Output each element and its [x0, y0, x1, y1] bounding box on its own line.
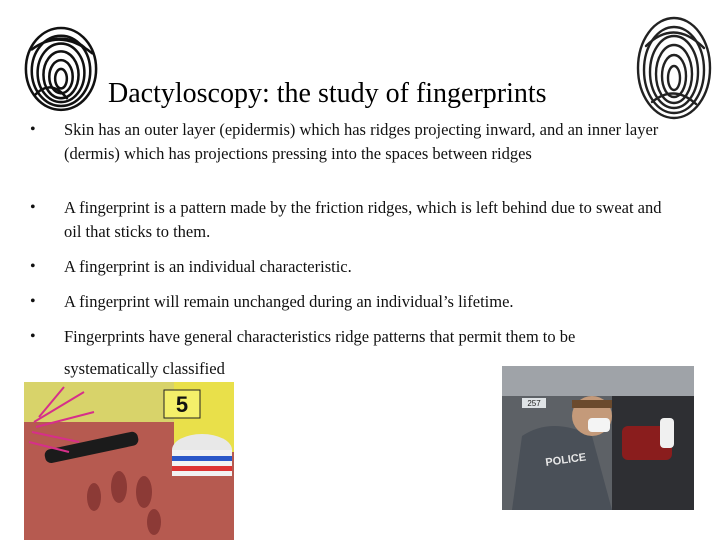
bullet-dot: •: [30, 258, 36, 275]
bullet-dot: •: [30, 328, 36, 345]
bullet-text: A fingerprint is a pattern made by the friction ridges, which is left behind due to sweat and oil that sticks to them.: [64, 198, 662, 241]
bullet-dot: •: [30, 293, 36, 310]
bullet-dot: •: [30, 121, 36, 138]
bullet-text: Skin has an outer layer (epidermis) which has ridges projecting inward, and an inner layer (dermis) which has projections pressing into the spaces between ridges: [64, 120, 659, 163]
evidence-marker-number: 5: [175, 392, 189, 417]
evidence-photo: [24, 382, 234, 540]
plate-fragment-text: 257: [527, 399, 541, 408]
fingerprint-right-icon: [634, 12, 714, 120]
bullet-text: Fingerprints have general characteristics ridge patterns that permit them to be systematically classified: [64, 327, 576, 378]
investigator-photo: [502, 366, 694, 510]
fingerprint-left-icon: [22, 20, 100, 112]
slide-title: Dactyloscopy: the study of fingerprints: [108, 78, 547, 109]
bullet-text: A fingerprint will remain unchanged during an individual’s lifetime.: [64, 292, 514, 311]
vest-lettering: POLICE: [544, 451, 587, 469]
bullet-dot: •: [30, 199, 36, 216]
bullet-text: A fingerprint is an individual characteristic.: [64, 257, 352, 276]
